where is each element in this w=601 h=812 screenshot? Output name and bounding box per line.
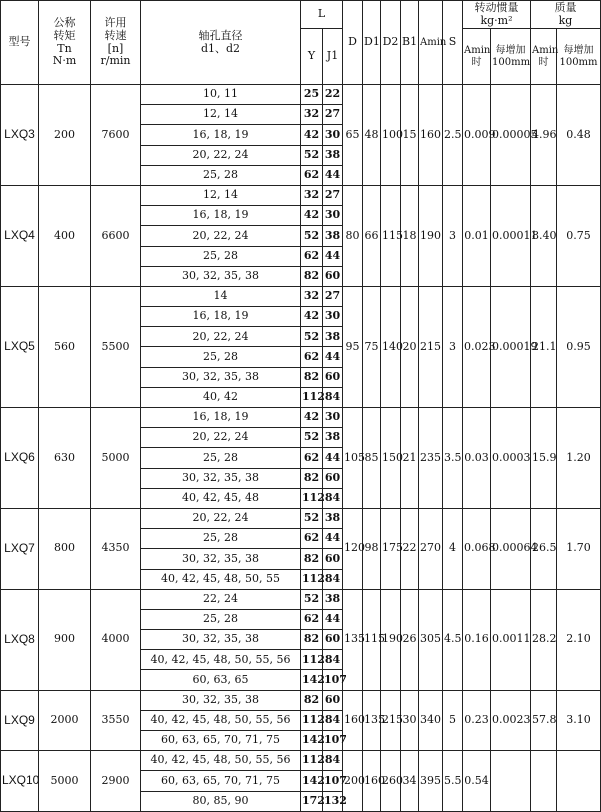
L-Y-cell: 42 [301, 307, 323, 327]
bore-cell: 40, 42, 45, 48, 50, 55 [141, 569, 301, 589]
header-mass-per: 每增加 100mm [557, 29, 601, 85]
Amin-cell: 305 [419, 589, 443, 690]
mass-amin-cell: 28.2 [531, 589, 557, 690]
bore-cell: 25, 28 [141, 529, 301, 549]
L-Y-cell: 112 [301, 751, 323, 771]
D-cell: 95 [343, 286, 363, 407]
L-J1-cell: 22 [323, 85, 343, 105]
header-D: D [343, 1, 363, 85]
L-Y-cell: 52 [301, 589, 323, 609]
L-Y-cell: 112 [301, 650, 323, 670]
bore-cell: 40, 42, 45, 48, 50, 55, 56 [141, 751, 301, 771]
L-Y-cell: 32 [301, 105, 323, 125]
D2-cell: 260 [381, 751, 401, 812]
L-Y-cell: 62 [301, 448, 323, 468]
D1-cell: 48 [363, 85, 381, 186]
S-cell: 2.5 [443, 85, 463, 186]
B1-cell: 18 [401, 185, 419, 286]
header-inertia-amin: Amin 时 [463, 29, 491, 85]
L-J1-cell: 30 [323, 206, 343, 226]
table-row [1, 85, 601, 105]
inertia-amin-cell: 0.03 [463, 408, 491, 509]
bore-cell: 80, 85, 90 [141, 791, 301, 811]
Amin-cell: 395 [419, 751, 443, 812]
D2-cell: 215 [381, 690, 401, 751]
torque-cell: 900 [39, 589, 91, 690]
D1-cell: 115 [363, 589, 381, 690]
B1-cell: 34 [401, 751, 419, 812]
B1-cell: 26 [401, 589, 419, 690]
mass-per-cell: 2.10 [557, 589, 601, 690]
torque-cell: 560 [39, 286, 91, 407]
L-Y-cell: 82 [301, 630, 323, 650]
speed-cell: 6600 [91, 185, 141, 286]
header-inertia: 转动惯量 kg·m² [463, 1, 531, 29]
inertia-amin-cell: 0.54 [463, 751, 491, 812]
bore-cell: 25, 28 [141, 448, 301, 468]
L-Y-cell: 62 [301, 165, 323, 185]
L-J1-cell: 84 [323, 751, 343, 771]
mass-per-cell: 0.75 [557, 185, 601, 286]
inertia-amin-cell: 0.01 [463, 185, 491, 286]
L-Y-cell: 82 [301, 468, 323, 488]
bore-cell: 40, 42, 45, 48 [141, 488, 301, 508]
L-Y-cell: 172 [301, 791, 323, 811]
model-cell: LXQ8 [1, 589, 39, 690]
L-J1-cell: 44 [323, 246, 343, 266]
L-J1-cell: 60 [323, 549, 343, 569]
bore-cell: 20, 22, 24 [141, 327, 301, 347]
inertia-per-cell [491, 751, 531, 812]
L-Y-cell: 112 [301, 710, 323, 730]
L-Y-cell: 62 [301, 609, 323, 629]
L-Y-cell: 52 [301, 508, 323, 528]
L-J1-cell: 60 [323, 266, 343, 286]
L-Y-cell: 142 [301, 731, 323, 751]
L-J1-cell: 30 [323, 307, 343, 327]
table-row [1, 690, 601, 710]
model-cell: LXQ4 [1, 185, 39, 286]
D1-cell: 85 [363, 408, 381, 509]
D-cell: 200 [343, 751, 363, 812]
bore-cell: 16, 18, 19 [141, 125, 301, 145]
L-J1-cell: 38 [323, 589, 343, 609]
L-Y-cell: 32 [301, 185, 323, 205]
header-torque: 公称 转矩 Tn N·m [39, 1, 91, 85]
S-cell: 3.5 [443, 408, 463, 509]
inertia-amin-cell: 0.23 [463, 690, 491, 751]
inertia-per-cell: 0.00019 [491, 286, 531, 407]
L-Y-cell: 82 [301, 690, 323, 710]
L-J1-cell: 60 [323, 630, 343, 650]
D1-cell: 135 [363, 690, 381, 751]
header-model: 型号 [1, 1, 39, 85]
model-cell: LXQ9 [1, 690, 39, 751]
L-J1-cell: 107 [323, 670, 343, 690]
header-mass-amin: Amin 时 [531, 29, 557, 85]
B1-cell: 22 [401, 508, 419, 589]
header-L: L [301, 1, 343, 29]
S-cell: 3 [443, 286, 463, 407]
bore-cell: 30, 32, 35, 38 [141, 468, 301, 488]
bore-cell: 14 [141, 286, 301, 306]
L-J1-cell: 84 [323, 569, 343, 589]
inertia-per-cell: 0.00011 [491, 185, 531, 286]
bore-cell: 60, 63, 65, 70, 71, 75 [141, 731, 301, 751]
L-J1-cell: 44 [323, 347, 343, 367]
speed-cell: 4000 [91, 589, 141, 690]
bore-cell: 16, 18, 19 [141, 408, 301, 428]
L-Y-cell: 142 [301, 670, 323, 690]
L-J1-cell: 44 [323, 165, 343, 185]
mass-amin-cell: 15.9 [531, 408, 557, 509]
header-Amin: Amin [419, 1, 443, 85]
bore-cell: 60, 63, 65 [141, 670, 301, 690]
L-Y-cell: 62 [301, 347, 323, 367]
D2-cell: 190 [381, 589, 401, 690]
table-row [1, 751, 601, 771]
torque-cell: 2000 [39, 690, 91, 751]
mass-per-cell: 1.70 [557, 508, 601, 589]
L-J1-cell: 44 [323, 448, 343, 468]
header-L-J1: J1 [323, 29, 343, 85]
L-J1-cell: 38 [323, 226, 343, 246]
L-Y-cell: 32 [301, 286, 323, 306]
model-cell: LXQ5 [1, 286, 39, 407]
table-row [1, 185, 601, 205]
D-cell: 135 [343, 589, 363, 690]
mass-per-cell: 0.95 [557, 286, 601, 407]
table-row [1, 286, 601, 306]
bore-cell: 60, 63, 65, 70, 71, 75 [141, 771, 301, 791]
table-row [1, 508, 601, 528]
header-mass: 质量 kg [531, 1, 601, 29]
bore-cell: 25, 28 [141, 609, 301, 629]
mass-per-cell [557, 751, 601, 812]
inertia-per-cell: 0.0023 [491, 690, 531, 751]
L-J1-cell: 38 [323, 508, 343, 528]
Amin-cell: 215 [419, 286, 443, 407]
model-cell: LXQ6 [1, 408, 39, 509]
inertia-per-cell: 0.00064 [491, 508, 531, 589]
table-body [1, 85, 601, 812]
L-Y-cell: 52 [301, 226, 323, 246]
D-cell: 105 [343, 408, 363, 509]
bore-cell: 20, 22, 24 [141, 145, 301, 165]
L-J1-cell: 27 [323, 185, 343, 205]
L-Y-cell: 142 [301, 771, 323, 791]
L-Y-cell: 112 [301, 569, 323, 589]
L-J1-cell: 84 [323, 650, 343, 670]
D1-cell: 160 [363, 751, 381, 812]
D1-cell: 75 [363, 286, 381, 407]
D1-cell: 66 [363, 185, 381, 286]
D-cell: 65 [343, 85, 363, 186]
mass-amin-cell: 57.8 [531, 690, 557, 751]
bore-cell: 40, 42 [141, 387, 301, 407]
torque-cell: 400 [39, 185, 91, 286]
header-bore: 轴孔直径 d1、d2 [141, 1, 301, 85]
bore-cell: 30, 32, 35, 38 [141, 549, 301, 569]
Amin-cell: 270 [419, 508, 443, 589]
bore-cell: 12, 14 [141, 185, 301, 205]
L-J1-cell: 27 [323, 105, 343, 125]
L-J1-cell: 60 [323, 690, 343, 710]
L-Y-cell: 52 [301, 327, 323, 347]
inertia-per-cell: 0.00005 [491, 85, 531, 186]
torque-cell: 630 [39, 408, 91, 509]
torque-cell: 800 [39, 508, 91, 589]
L-J1-cell: 44 [323, 529, 343, 549]
inertia-amin-cell: 0.16 [463, 589, 491, 690]
bore-cell: 16, 18, 19 [141, 206, 301, 226]
L-Y-cell: 82 [301, 367, 323, 387]
bore-cell: 25, 28 [141, 347, 301, 367]
L-Y-cell: 52 [301, 145, 323, 165]
D1-cell: 98 [363, 508, 381, 589]
L-J1-cell: 132 [323, 791, 343, 811]
L-Y-cell: 82 [301, 549, 323, 569]
L-Y-cell: 62 [301, 529, 323, 549]
Amin-cell: 235 [419, 408, 443, 509]
D2-cell: 150 [381, 408, 401, 509]
model-cell: LXQ7 [1, 508, 39, 589]
header-D1: D1 [363, 1, 381, 85]
B1-cell: 20 [401, 286, 419, 407]
bore-cell: 40, 42, 45, 48, 50, 55, 56 [141, 650, 301, 670]
L-Y-cell: 62 [301, 246, 323, 266]
L-J1-cell: 107 [323, 731, 343, 751]
L-J1-cell: 27 [323, 286, 343, 306]
speed-cell: 3550 [91, 690, 141, 751]
table-row [1, 408, 601, 428]
bore-cell: 25, 28 [141, 165, 301, 185]
L-Y-cell: 42 [301, 206, 323, 226]
mass-amin-cell: 21.1 [531, 286, 557, 407]
table-row [1, 589, 601, 609]
B1-cell: 21 [401, 408, 419, 509]
inertia-per-cell: 0.0003 [491, 408, 531, 509]
D2-cell: 140 [381, 286, 401, 407]
mass-per-cell: 0.48 [557, 85, 601, 186]
S-cell: 3 [443, 185, 463, 286]
bore-cell: 30, 32, 35, 38 [141, 367, 301, 387]
bore-cell: 40, 42, 45, 48, 50, 55, 56 [141, 710, 301, 730]
L-Y-cell: 112 [301, 488, 323, 508]
bore-cell: 25, 28 [141, 246, 301, 266]
D2-cell: 100 [381, 85, 401, 186]
mass-amin-cell: 26.5 [531, 508, 557, 589]
mass-amin-cell [531, 751, 557, 812]
L-Y-cell: 25 [301, 85, 323, 105]
bore-cell: 20, 22, 24 [141, 428, 301, 448]
bore-cell: 12, 14 [141, 105, 301, 125]
model-cell: LXQ10 [1, 751, 39, 812]
header-inertia-per: 每增加 100mm [491, 29, 531, 85]
D-cell: 160 [343, 690, 363, 751]
L-J1-cell: 84 [323, 710, 343, 730]
L-J1-cell: 60 [323, 367, 343, 387]
L-J1-cell: 84 [323, 387, 343, 407]
S-cell: 4 [443, 508, 463, 589]
speed-cell: 2900 [91, 751, 141, 812]
D2-cell: 115 [381, 185, 401, 286]
bore-cell: 22, 24 [141, 589, 301, 609]
S-cell: 5 [443, 690, 463, 751]
speed-cell: 5000 [91, 408, 141, 509]
L-J1-cell: 107 [323, 771, 343, 791]
inertia-amin-cell: 0.009 [463, 85, 491, 186]
bore-cell: 20, 22, 24 [141, 226, 301, 246]
torque-cell: 5000 [39, 751, 91, 812]
bore-cell: 16, 18, 19 [141, 307, 301, 327]
L-Y-cell: 52 [301, 428, 323, 448]
header-L-Y: Y [301, 29, 323, 85]
speed-cell: 7600 [91, 85, 141, 186]
L-Y-cell: 82 [301, 266, 323, 286]
S-cell: 4.5 [443, 589, 463, 690]
inertia-amin-cell: 0.023 [463, 286, 491, 407]
mass-per-cell: 3.10 [557, 690, 601, 751]
L-J1-cell: 38 [323, 327, 343, 347]
Amin-cell: 340 [419, 690, 443, 751]
bore-cell: 30, 32, 35, 38 [141, 266, 301, 286]
L-Y-cell: 42 [301, 125, 323, 145]
torque-cell: 200 [39, 85, 91, 186]
D-cell: 120 [343, 508, 363, 589]
inertia-per-cell: 0.0011 [491, 589, 531, 690]
L-J1-cell: 60 [323, 468, 343, 488]
L-J1-cell: 38 [323, 428, 343, 448]
bore-cell: 30, 32, 35, 38 [141, 690, 301, 710]
mass-amin-cell: 4.96 [531, 85, 557, 186]
S-cell: 5.5 [443, 751, 463, 812]
header-B1: B1 [401, 1, 419, 85]
L-Y-cell: 42 [301, 408, 323, 428]
bore-cell: 20, 22, 24 [141, 508, 301, 528]
L-J1-cell: 38 [323, 145, 343, 165]
speed-cell: 4350 [91, 508, 141, 589]
B1-cell: 15 [401, 85, 419, 186]
speed-cell: 5500 [91, 286, 141, 407]
L-Y-cell: 112 [301, 387, 323, 407]
bore-cell: 10, 11 [141, 85, 301, 105]
L-J1-cell: 44 [323, 609, 343, 629]
header-S: S [443, 1, 463, 85]
D2-cell: 175 [381, 508, 401, 589]
D-cell: 80 [343, 185, 363, 286]
L-J1-cell: 84 [323, 488, 343, 508]
B1-cell: 30 [401, 690, 419, 751]
L-J1-cell: 30 [323, 125, 343, 145]
L-J1-cell: 30 [323, 408, 343, 428]
mass-amin-cell: 8.40 [531, 185, 557, 286]
mass-per-cell: 1.20 [557, 408, 601, 509]
Amin-cell: 190 [419, 185, 443, 286]
bore-cell: 30, 32, 35, 38 [141, 630, 301, 650]
header-D2: D2 [381, 1, 401, 85]
header-speed: 许用 转速 [n] r/min [91, 1, 141, 85]
inertia-amin-cell: 0.068 [463, 508, 491, 589]
model-cell: LXQ3 [1, 85, 39, 186]
Amin-cell: 160 [419, 85, 443, 186]
